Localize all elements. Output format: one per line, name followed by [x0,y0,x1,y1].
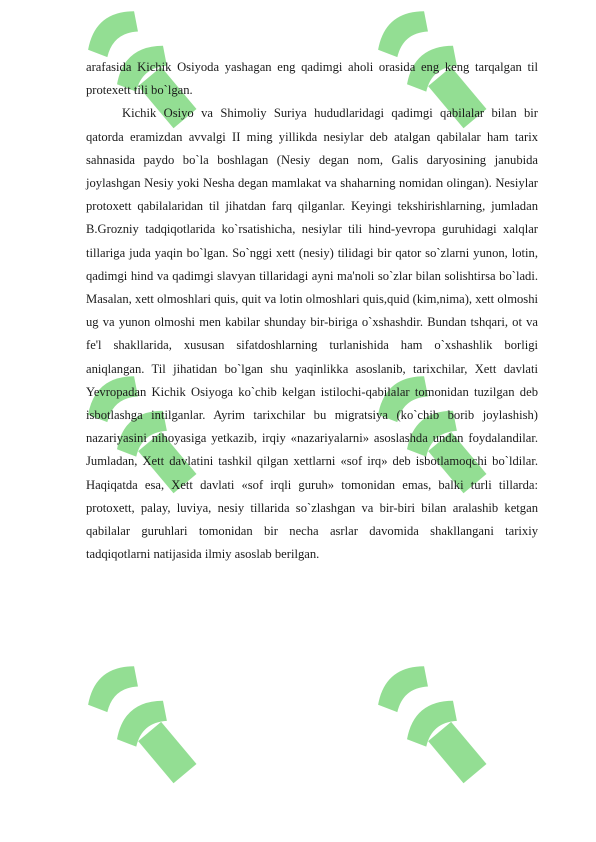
paragraph-main: Kichik Osiyo va Shimoliy Suriya hududlaridagi qadimgi qabilalar bilan bir qatorda eramizdan avvalgi II ming yillikda nesiylar deb atalgan qabilalar ham tarix sahnasida paydo bo`la boshlagan (Nesiy degan nom, Galis daryosining janubida joylashgan Nesiy yoki Nesha degan mamlakat va shaharning nomidan olingan). Nesiylar protoxett qabilalaridan til jihatdan farq qilganlar. Keyingi tekshirishlarning, jumladan B.Grozniy tadqiqotlarida ko`rsatishicha, nesiylar tili hind-yevropa guruhidagi xalqlar tillariga juda yaqin bo`lgan. So`nggi xett (nesiy) tilidagi bir qator so`zlarni yunon, lotin, qadimgi hind va qadimgi slavyan tillaridagi ayni ma'noli so`zlar bilan solishtirsa bo`ladi. Masalan, xett olmoshlari quis, quit va lotin olmoshlari quis,quid (kim,nima), xett olmoshi ug va yunon olmoshi men kabilar shunday bir-biriga o`xshashdir. Bundan tshqari, ot va fe'l shakllarida, xususan sifatdoshlarning turlanishida ham o`xshashlik borligi aniqlangan. Til jihatidan bo`lgan shu yaqinlikka asoslanib, tarixchilar, Xett davlati Yevropadan Kichik Osiyoga ko`chib kelgan istilochi-qabilalar tomonidan tuzilgan deb isbotlashga intilganlar. Ayrim tarixchilar bu migratsiya (ko`chib borib joylashish) nazariyasini nihoyasiga yetkazib, irqiy «nazariyalarni» asoslashda undan foydalandilar. Jumladan, Xett davlatini tashkil qilgan xettlarni «sof irq» deb isbotlamoqchi bo`ldilar. Haqiqatda esa, Xett davlati «sof irqli guruh» tomonidan emas, balki turli tillarda: protoxett, palay, luviya, nesiy tillarida so`zlashgan va bir-biri bilan aralashib ketgan qabilalar guruhlari tomonidan bir necha asrlar davomida shakllangani tarixiy tadqiqotlarni natijasida ilmiy asoslab berilgan. [86,106,538,562]
watermark-logo-icon [80,635,200,805]
document-body [86,56,538,566]
paragraph-continuation: arafasida Kichik Osiyoda yashagan eng qadimgi aholi orasida eng keng tarqalgan til protexett tili bo`lgan. [86,60,538,98]
watermark-logo-icon [370,635,490,805]
